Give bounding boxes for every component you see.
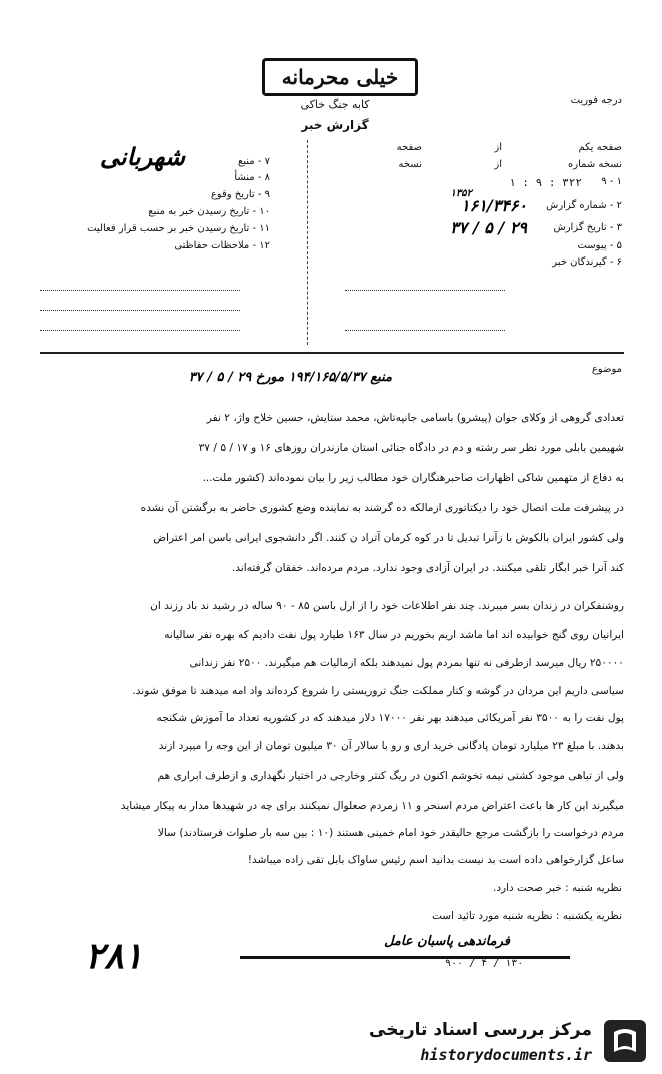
header-rule	[40, 352, 624, 354]
subject-value: منبع ۱۹۴/۱۶۵/۵/۳۷ مورخ ۲۹ / ۵ / ۳۷	[188, 370, 392, 385]
field-value: ۱۶۱/۳۴۶۰	[461, 196, 527, 215]
body-line: سیاسی داریم این مردان در گوشه و کنار مملکت جنگ تروریستی را شروع کرده‌اند واد امه میدهند تا موفق شوند.	[132, 685, 624, 697]
body-line: میگیرند این کار ها باعث اعتراض مردم اسنحر و ۱۱ زمردم صعلوال نمیکنند برای چه در شهیدها مدار به پیکار میشاید	[120, 800, 624, 812]
body-line: به دفاع از متهمین شاکی اظهارات صاحبرهنگاران خود مطالب زیر را بیان نموده‌اند (کشور ملت...	[202, 472, 624, 484]
field-label: ۸ - منشأ	[234, 172, 270, 183]
field-from: از	[494, 142, 502, 153]
left-fields	[40, 142, 270, 257]
field-value: شهربانی	[99, 142, 185, 171]
body-line: ۲۵۰۰۰۰ ریال میرسد ازطرفی نه تنها بمردم پول نمیدهند بلکه ازمالیات هم میگیرند. ۲۵۰۰ نفر زندانی	[189, 657, 624, 669]
signature-scribble	[240, 932, 570, 959]
field-label: ۲ - شماره گزارش	[546, 200, 622, 211]
field-label: ۱۰ - تاریخ رسیدن خبر به منبع	[148, 206, 270, 217]
field-recipients	[362, 257, 622, 274]
watermark-url: historydocuments.ir	[420, 1046, 592, 1064]
signature-text: فرماندهی پاسبان عامل	[384, 934, 510, 949]
field-source	[40, 142, 270, 172]
dotted-line	[345, 290, 505, 291]
field-to: صفحه	[396, 142, 422, 153]
body-line: پول نفت را به ۳۵۰۰ نفر آمریکائی میدهند بهر نفر ۱۷۰۰۰ دلار میدهند که در کشوریه تعداد ما آموزش شکنجه	[156, 712, 624, 724]
classification-stamp: خیلی محرمانه	[262, 58, 418, 96]
dotted-line	[40, 330, 240, 331]
stamp-department: کابه جنگ خاکی	[300, 98, 370, 111]
body-line: شهیمین بابلی مورد نظر سر رشته و دم در دادگاه جنائی استان مازندران روزهای ۱۶ و ۱۷ / ۵ / ۳۷	[198, 442, 624, 454]
footer-assessment-1: نظریه شنبه : خبر صحت دارد.	[492, 882, 622, 894]
field-from: از	[494, 159, 502, 170]
dotted-line	[345, 330, 505, 331]
field-report-number	[362, 196, 622, 218]
field-label: ۷ - منبع	[237, 156, 270, 167]
dotted-line	[40, 310, 240, 311]
field-occurrence-date	[40, 189, 270, 206]
field-code	[362, 176, 622, 199]
field-label: نسخه شماره	[568, 159, 622, 170]
right-fields	[362, 142, 622, 274]
body-line: مردم درخواست را بازگشت مرجع حالیقدر خود امام خمینی هستند (۱۰ : بین سه بار صلوات فرستادند) سالا	[157, 827, 624, 839]
field-label: ۱ - ۹	[601, 176, 622, 187]
priority-label: درجه فوریت	[570, 95, 622, 106]
field-label: ۳ - تاریخ گزارش	[553, 222, 622, 233]
field-label: صفحه یکم	[578, 142, 622, 153]
body-line: تعدادی گروهی از وکلای جوان (پیشرو) باسامی جانپه‌تاش، محمد ستایش، حسین خلاح واژ، ۲ نفر	[206, 412, 624, 424]
field-security-notes	[40, 240, 270, 257]
body-line: بدهند. با مبلغ ۲۳ میلیارد تومان پادگانی خرید اری و رو با سالار آن ۳۰ میلیون تومان از این وجه را میپرد ازند	[158, 740, 624, 752]
watermark-title: مرکز بررسی اسناد تاریخی	[369, 1020, 592, 1040]
body-line: ایرانیان روی گنج خوابیده اند اما ماشد اریم بخوریم در سال ۱۶۳ طیارد پول نفت دادیم که بهره نفر سالیانه	[164, 629, 624, 641]
body-line: کند آنرا خبر ابگار تلقی میکنند. در ایران آزادی وجود ندارد. مردم مرده‌اند. خفقان گرفته‌اند.	[231, 562, 624, 574]
body-line: ولی کشور ایران بالکوش با زآنرا تبدیل تا در کوه کرمان آتراد ن کنند. اگر دانشجوی ایرانی باسن امر اعتراض	[153, 532, 624, 544]
report-title: گزارش خبر	[301, 118, 369, 132]
field-attachment	[362, 240, 622, 257]
column-divider	[307, 140, 308, 345]
archive-logo-icon	[602, 1018, 648, 1064]
body-line: روشنفکران در زندان بسر میبرند. چند نفر اطلاعات خود را از ارل باسن ۸۵ - ۹۰ ساله در رشید ند باد رزند ان	[150, 600, 624, 612]
field-to: نسخه	[398, 159, 422, 170]
dotted-line	[40, 290, 240, 291]
field-value: ۳۲۲ : ۹ : ۱	[509, 176, 582, 189]
body-line: ولی از تباهی موجود کشتی نیمه تخوشم اکنون در ریگ کنتر وخارجی در اختیار نگهداری و ازطرف ابراری هم	[157, 770, 624, 782]
field-receipt-date	[40, 223, 270, 240]
handwritten-number: ۲۸۱	[85, 935, 144, 977]
field-report-date	[362, 218, 622, 240]
field-label: ۹ - تاریخ وقوع	[210, 189, 270, 200]
field-origin	[40, 172, 270, 189]
field-value: ۲۹ / ۵ / ۳۷	[450, 218, 527, 237]
field-label: ۵ - پیوست	[577, 240, 622, 251]
footer-assessment-2: نظریه یکشنبه : نظریه شنبه مورد تائید است	[431, 910, 622, 922]
field-page	[362, 142, 622, 159]
body-line: در پیشرفت ملت اتصال خود را دیکتاتوری ازمالکه ده گرشند به نماینده وضع کشوری حاضر به برگشتن آن نشده	[140, 502, 624, 514]
footer-code: ۹۰۰ / ۴ / ۱۳۰	[445, 958, 524, 969]
year-prefix: ۱۳۵۲	[450, 188, 472, 199]
field-copy	[362, 159, 622, 176]
body-line: ساعل گزارخواهی داده است بد نیست بدانید اسم رئیس ساواک بابل تقی زاده میباشد!	[247, 854, 624, 866]
field-label: ۶ - گیرندگان خبر	[552, 257, 622, 268]
subject-label: موضوع	[591, 364, 622, 375]
field-label: ۱۲ - ملاحظات حفاظتی	[174, 240, 270, 251]
field-label: ۱۱ - تاریخ رسیدن خبر بر حسب قرار فعالیت	[87, 223, 270, 234]
field-source-date	[40, 206, 270, 223]
